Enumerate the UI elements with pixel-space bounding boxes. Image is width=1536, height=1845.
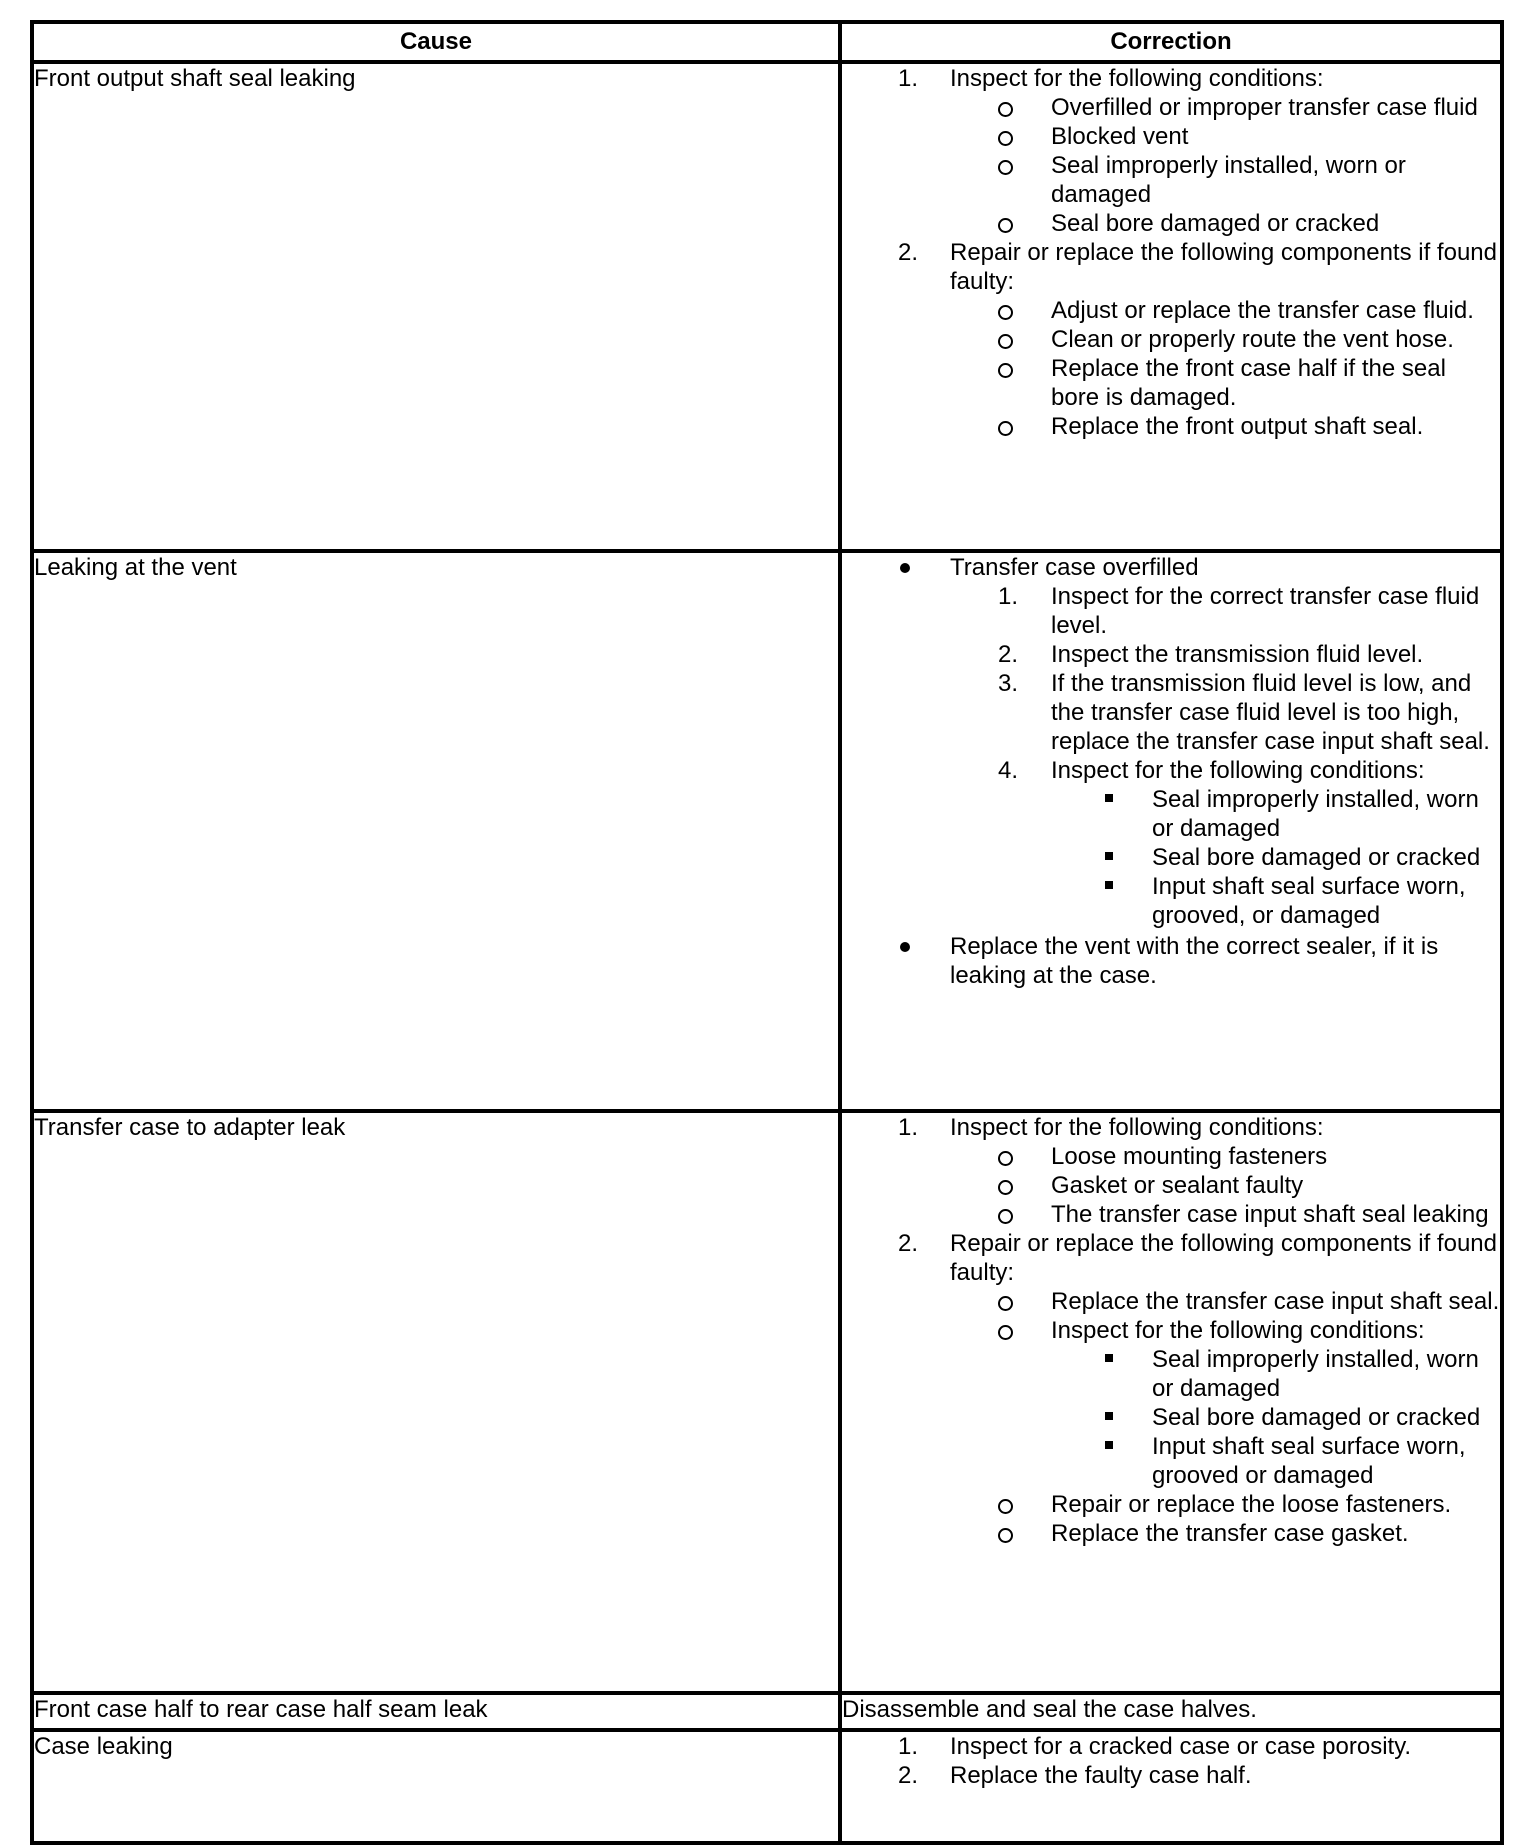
square-bullet-icon xyxy=(1105,881,1113,889)
circle-bullet-icon xyxy=(998,1325,1013,1340)
table-header-row xyxy=(32,22,1502,62)
sub-text: Overfilled or improper transfer case fluid xyxy=(1051,94,1478,121)
list-item xyxy=(950,1316,1500,1490)
square-bullet-icon xyxy=(1105,1354,1113,1362)
circle-bullet-icon xyxy=(998,1209,1013,1224)
sub-text: Seal bore damaged or cracked xyxy=(1152,1404,1481,1431)
sub-text: The transfer case input shaft seal leaking xyxy=(1051,1201,1489,1228)
correction-cell: Disassemble and seal the case halves. xyxy=(840,1693,1502,1730)
circle-bullet-icon xyxy=(998,334,1013,349)
list-item xyxy=(950,669,1500,756)
step-text: Repair or replace the following components if found faulty: xyxy=(950,1230,1497,1286)
disc-bullet-icon xyxy=(900,563,910,573)
square-bullet-icon xyxy=(1105,794,1113,802)
cause-cell: Leaking at the vent xyxy=(32,551,840,1111)
sub-list xyxy=(950,93,1500,238)
step-text: Repair or replace the following components if found faulty: xyxy=(950,239,1497,295)
sub-list xyxy=(950,1287,1500,1548)
list-item xyxy=(950,1171,1500,1200)
step-number: 2. xyxy=(898,1230,919,1257)
circle-bullet-icon xyxy=(998,1499,1013,1514)
list-item xyxy=(950,122,1500,151)
circle-bullet-icon xyxy=(998,131,1013,146)
step-number: 1. xyxy=(898,65,919,92)
sub-text: Blocked vent xyxy=(1051,123,1189,150)
steps-list xyxy=(842,1732,1500,1790)
sub-list xyxy=(950,1142,1500,1229)
sub-text: Replace the front output shaft seal. xyxy=(1051,413,1424,440)
disc-bullet-icon xyxy=(900,942,910,952)
step-text: Replace the faulty case half. xyxy=(950,1762,1252,1789)
sub-text: Input shaft seal surface worn, grooved, or damaged xyxy=(1152,873,1466,929)
list-item xyxy=(842,1732,1500,1761)
circle-bullet-icon xyxy=(998,1296,1013,1311)
step-number: 2. xyxy=(998,641,1019,668)
sub-text: Clean or properly route the vent hose. xyxy=(1051,326,1454,353)
list-item xyxy=(950,354,1500,412)
sub-list xyxy=(1051,785,1500,930)
table-row xyxy=(32,1111,1502,1693)
step-text: Inspect for the following conditions: xyxy=(1051,757,1425,784)
square-bullet-icon xyxy=(1105,1441,1113,1449)
step-number: 1. xyxy=(898,1733,919,1760)
sub-text: Seal bore damaged or cracked xyxy=(1051,210,1380,237)
circle-bullet-icon xyxy=(998,160,1013,175)
table-row xyxy=(32,1693,1502,1730)
list-item xyxy=(842,1229,1500,1548)
list-item xyxy=(950,640,1500,669)
list-item xyxy=(842,64,1500,238)
circle-bullet-icon xyxy=(998,1528,1013,1543)
steps-list xyxy=(950,582,1500,930)
bullet-list xyxy=(842,553,1500,990)
step-text: Inspect for the following conditions: xyxy=(950,1114,1324,1141)
step-number: 1. xyxy=(998,583,1019,610)
list-item xyxy=(950,1519,1500,1548)
list-item xyxy=(842,932,1500,990)
sub-text: Replace the transfer case input shaft seal. xyxy=(1051,1288,1500,1315)
sub-text: Repair or replace the loose fasteners. xyxy=(1051,1491,1452,1518)
step-text: Inspect for the following conditions: xyxy=(950,65,1324,92)
list-item xyxy=(950,209,1500,238)
bullet-text: Replace the vent with the correct sealer, if it is leaking at the case. xyxy=(950,933,1439,989)
table-row xyxy=(32,551,1502,1111)
cause-cell: Front case half to rear case half seam leak xyxy=(32,1693,840,1730)
list-item xyxy=(950,1490,1500,1519)
sub-text: Seal improperly installed, worn or damaged xyxy=(1152,786,1479,842)
list-item xyxy=(950,412,1500,441)
step-number: 2. xyxy=(898,239,919,266)
step-text: Inspect the transmission fluid level. xyxy=(1051,641,1424,668)
circle-bullet-icon xyxy=(998,1180,1013,1195)
list-item xyxy=(950,756,1500,930)
sub-text: Seal improperly installed, worn or damaged xyxy=(1152,1346,1479,1402)
correction-cell xyxy=(840,1730,1502,1843)
step-number: 2. xyxy=(898,1762,919,1789)
sub-sub-list xyxy=(1051,1345,1500,1490)
circle-bullet-icon xyxy=(998,421,1013,436)
header-correction: Correction xyxy=(840,22,1502,62)
bullet-text: Transfer case overfilled xyxy=(950,554,1199,581)
list-item xyxy=(842,1761,1500,1790)
sub-text: Replace the transfer case gasket. xyxy=(1051,1520,1409,1547)
sub-text: Replace the front case half if the seal bore is damaged. xyxy=(1051,355,1446,411)
sub-text: Seal bore damaged or cracked xyxy=(1152,844,1481,871)
list-item xyxy=(1051,1403,1500,1432)
circle-bullet-icon xyxy=(998,102,1013,117)
sub-text: Inspect for the following conditions: xyxy=(1051,1317,1425,1344)
list-item xyxy=(950,151,1500,209)
table-row xyxy=(32,62,1502,551)
circle-bullet-icon xyxy=(998,305,1013,320)
correction-cell xyxy=(840,1111,1502,1693)
list-item xyxy=(842,1113,1500,1229)
table-row xyxy=(32,1730,1502,1843)
correction-cell xyxy=(840,551,1502,1111)
step-number: 3. xyxy=(998,670,1019,697)
sub-text: Gasket or sealant faulty xyxy=(1051,1172,1304,1199)
steps-list xyxy=(842,64,1500,441)
list-item xyxy=(1051,1432,1500,1490)
cause-cell: Case leaking xyxy=(32,1730,840,1843)
list-item xyxy=(950,325,1500,354)
correction-cell xyxy=(840,62,1502,551)
sub-text: Input shaft seal surface worn, grooved or damaged xyxy=(1152,1433,1466,1489)
square-bullet-icon xyxy=(1105,852,1113,860)
sub-text: Loose mounting fasteners xyxy=(1051,1143,1328,1170)
list-item xyxy=(1051,872,1500,930)
list-item xyxy=(1051,843,1500,872)
list-item xyxy=(950,93,1500,122)
circle-bullet-icon xyxy=(998,218,1013,233)
step-text: Inspect for the correct transfer case fluid level. xyxy=(1051,583,1480,639)
list-item xyxy=(950,582,1500,640)
step-text: Inspect for a cracked case or case porosity. xyxy=(950,1733,1412,1760)
list-item xyxy=(842,238,1500,441)
list-item xyxy=(950,296,1500,325)
step-number: 4. xyxy=(998,757,1019,784)
list-item xyxy=(1051,785,1500,843)
list-item xyxy=(950,1287,1500,1316)
circle-bullet-icon xyxy=(998,1151,1013,1166)
list-item xyxy=(1051,1345,1500,1403)
square-bullet-icon xyxy=(1105,1412,1113,1420)
sub-text: Seal improperly installed, worn or damaged xyxy=(1051,152,1406,208)
list-item xyxy=(950,1142,1500,1171)
troubleshooting-table xyxy=(30,20,1504,1845)
steps-list xyxy=(842,1113,1500,1548)
sub-text: Adjust or replace the transfer case fluid. xyxy=(1051,297,1474,324)
step-text: If the transmission fluid level is low, and the transfer case fluid level is too high, replace the transfer case input shaft seal. xyxy=(1051,670,1490,755)
list-item xyxy=(950,1200,1500,1229)
sub-list xyxy=(950,296,1500,441)
cause-cell: Front output shaft seal leaking xyxy=(32,62,840,551)
circle-bullet-icon xyxy=(998,363,1013,378)
step-number: 1. xyxy=(898,1114,919,1141)
cause-cell: Transfer case to adapter leak xyxy=(32,1111,840,1693)
list-item xyxy=(842,553,1500,930)
header-cause: Cause xyxy=(32,22,840,62)
